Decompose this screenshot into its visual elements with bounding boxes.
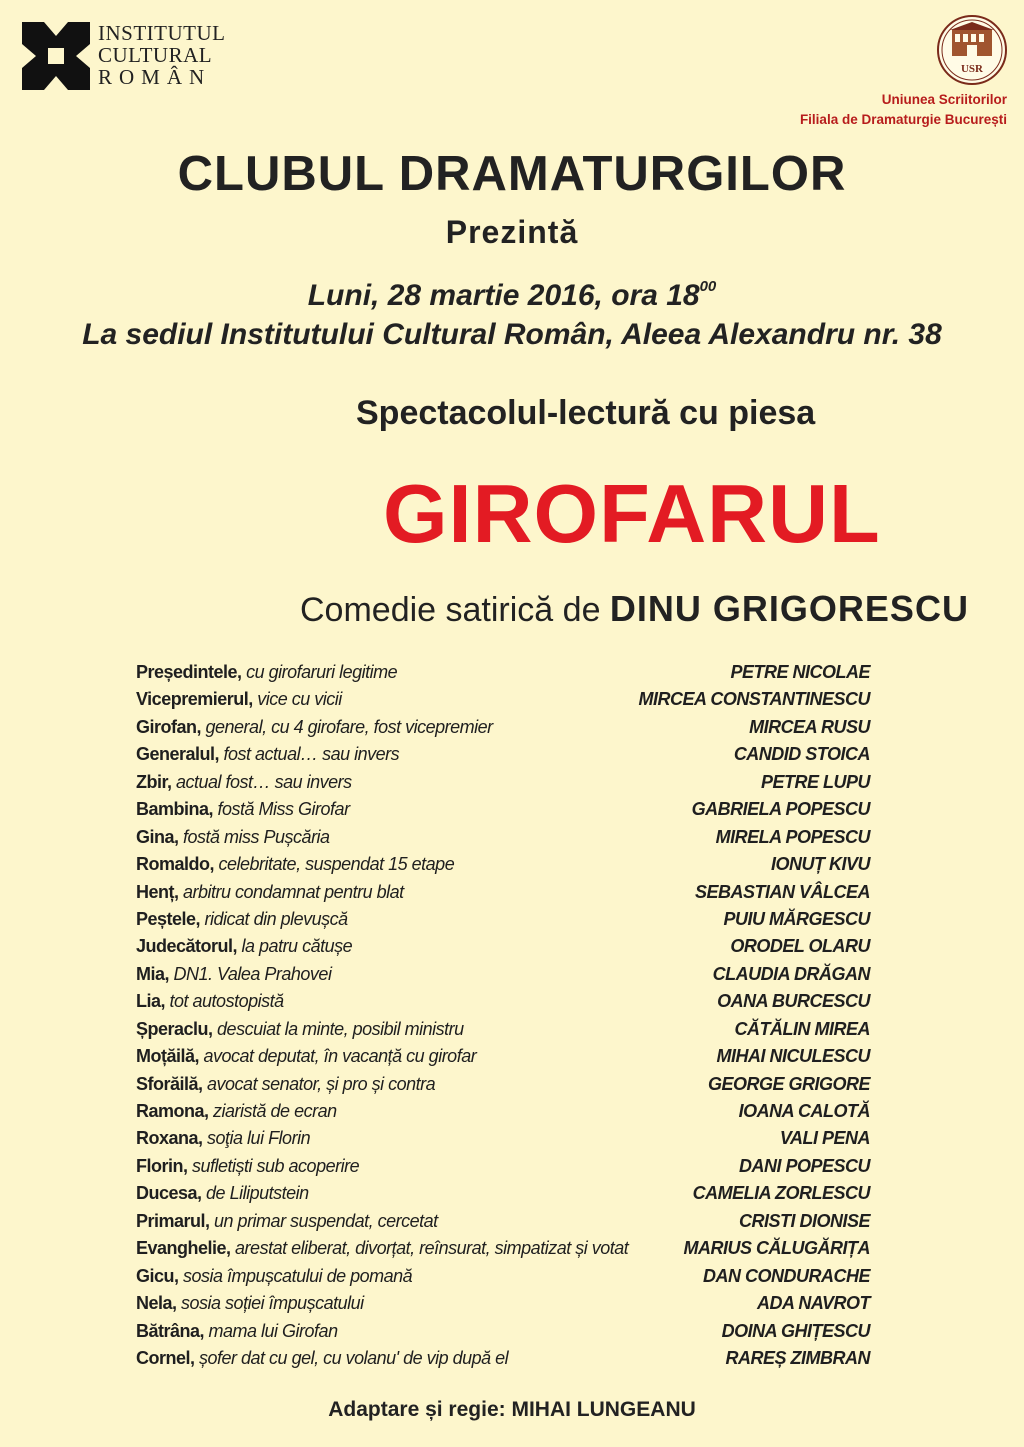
actor-name: CLAUDIA DRĂGAN <box>712 963 870 984</box>
actor-name: SEBASTIAN VÂLCEA <box>694 881 870 902</box>
character-name: Peștele, <box>136 908 201 929</box>
cast-row <box>136 662 870 689</box>
cast-role <box>136 799 350 820</box>
character-description: cu girofaruri legitime <box>241 662 398 682</box>
cast-row <box>136 1266 870 1293</box>
cast-row <box>136 1321 870 1348</box>
character-name: Generalul, <box>136 744 220 765</box>
event-date <box>0 278 1024 313</box>
icr-line-1: INSTITUTUL <box>98 21 226 45</box>
character-name: Vicepremierul, <box>136 689 253 710</box>
character-description: soţia lui Florin <box>202 1128 311 1149</box>
actor-name: GABRIELA POPESCU <box>691 799 870 820</box>
cast-row <box>136 991 870 1018</box>
cast-row <box>136 1238 870 1265</box>
actor-name: MARIUS CĂLUGĂRIȚA <box>683 1238 870 1259</box>
cast-role <box>136 1211 438 1232</box>
club-title: CLUBUL DRAMATURGILOR <box>177 147 847 201</box>
cast-role <box>136 1293 364 1314</box>
actor-name: MIHAI NICULESCU <box>716 1046 870 1067</box>
event-venue: La sediul Institutului Cultural Român, Aleea Alexandru nr. 38 <box>82 318 942 351</box>
character-name: Henț, <box>136 881 179 902</box>
character-description: de Liliputstein <box>201 1183 309 1204</box>
character-description: fostă miss Pușcăria <box>178 826 330 847</box>
cast-row <box>136 1101 870 1128</box>
character-description: DN1. Valea Prahovei <box>169 963 332 984</box>
character-description: ziaristă de ecran <box>208 1101 337 1121</box>
actor-name: CĂTĂLIN MIREA <box>734 1018 870 1039</box>
actor-name: CANDID STOICA <box>733 744 870 765</box>
character-description: vice cu vicii <box>252 689 342 710</box>
cast-role <box>136 1156 359 1177</box>
actor-name: OANA BURCESCU <box>717 991 870 1012</box>
actor-name: MIRELA POPESCU <box>715 826 870 847</box>
cast-role <box>136 936 352 957</box>
cast-row <box>136 772 870 799</box>
actor-name: GEORGE GRIGORE <box>707 1073 870 1094</box>
actor-name: PUIU MĂRGESCU <box>723 908 870 929</box>
usr-emblem-logo <box>936 14 1008 86</box>
actor-name: ORODEL OLARU <box>730 936 870 957</box>
character-name: Sforăilă, <box>136 1073 203 1094</box>
character-name: Bambina, <box>136 799 214 820</box>
actor-name: VALI PENA <box>779 1128 870 1149</box>
cast-row <box>136 1293 870 1320</box>
actor-name: CAMELIA ZORLESCU <box>692 1183 870 1204</box>
play-subtitle <box>300 588 969 630</box>
character-name: Președintele, <box>136 662 242 682</box>
actor-name: PETRE NICOLAE <box>730 662 870 682</box>
cast-role <box>136 717 493 738</box>
actor-name: IOANA CALOTĂ <box>738 1101 870 1121</box>
character-name: Nela, <box>136 1293 177 1314</box>
icr-cross-logo <box>22 22 90 90</box>
cast-row <box>136 1019 870 1046</box>
actor-name: RAREȘ ZIMBRAN <box>725 1347 870 1368</box>
actor-name: IONUȚ KIVU <box>770 854 870 875</box>
character-name: Romaldo, <box>136 854 215 875</box>
cast-row <box>136 964 870 991</box>
subtitle-prefix: Comedie satirică de <box>300 591 610 629</box>
usr-badge-text: USR <box>960 63 984 75</box>
actor-name: PETRE LUPU <box>760 771 870 792</box>
event-date-text: Luni, 28 martie 2016, ora 18 <box>307 279 700 312</box>
cast-role <box>136 662 397 683</box>
cast-role <box>136 1348 508 1369</box>
cast-role <box>136 1019 464 1040</box>
director-credit: Adaptare și regie: MIHAI LUNGEANU <box>328 1398 696 1421</box>
cast-row <box>136 799 870 826</box>
character-name: Ducesa, <box>136 1183 202 1204</box>
character-name: Girofan, <box>136 716 202 737</box>
character-description: descuiat la minte, posibil ministru <box>212 1018 464 1039</box>
cast-row <box>136 744 870 771</box>
character-name: Evanghelie, <box>136 1238 231 1259</box>
character-name: Moțăilă, <box>136 1046 200 1067</box>
actor-name: MIRCEA RUSU <box>749 716 870 737</box>
icr-line-2: CULTURAL <box>98 43 213 67</box>
cast-row <box>136 854 870 881</box>
character-name: Gina, <box>136 826 179 847</box>
usr-organization <box>800 90 1007 130</box>
character-name: Mia, <box>136 963 170 984</box>
character-description: actual fost… sau invers <box>171 771 352 792</box>
character-name: Ramona, <box>136 1101 209 1121</box>
actor-name: ADA NAVROT <box>757 1293 870 1314</box>
event-date-minutes: 00 <box>699 278 717 295</box>
character-description: la patru cătușe <box>237 936 353 957</box>
character-description: general, cu 4 girofare, fost vicepremier <box>201 716 493 737</box>
cast-role <box>136 827 330 848</box>
cast-role <box>136 964 331 985</box>
cast-role <box>136 1128 310 1149</box>
character-description: arestat eliberat, divorțat, reînsurat, simpatizat și votat <box>230 1238 629 1259</box>
actor-name: DANI POPESCU <box>738 1155 870 1176</box>
cast-list <box>136 662 870 1375</box>
character-name: Gicu, <box>136 1265 179 1286</box>
character-name: Judecătorul, <box>136 936 238 957</box>
cast-row <box>136 1156 870 1183</box>
cast-role <box>136 882 404 903</box>
character-name: Roxana, <box>136 1128 203 1149</box>
cast-row <box>136 1074 870 1101</box>
cast-role <box>136 1183 309 1204</box>
cast-role <box>136 1238 628 1259</box>
cast-row <box>136 882 870 909</box>
cast-role <box>136 1266 412 1287</box>
actor-name: DOINA GHIȚESCU <box>721 1320 870 1341</box>
character-name: Lia, <box>136 991 166 1012</box>
cast-row <box>136 1128 870 1155</box>
character-name: Bătrâna, <box>136 1320 205 1341</box>
character-description: fost actual… sau invers <box>219 744 400 765</box>
actor-name: MIRCEA CONSTANTINESCU <box>638 689 870 710</box>
character-name: Șperaclu, <box>136 1018 213 1039</box>
actor-name: CRISTI DIONISE <box>738 1210 870 1231</box>
usr-name-line1: Uniunea Scriitorilor <box>881 92 1007 107</box>
author-name: DINU GRIGORESCU <box>609 588 969 629</box>
presents-label: Prezintă <box>445 214 579 250</box>
character-name: Zbir, <box>136 771 172 792</box>
character-description: celebritate, suspendat 15 etape <box>214 854 455 875</box>
character-description: ridicat din plevușcă <box>200 908 348 929</box>
character-description: sosia împușcatului de pomană <box>178 1265 413 1286</box>
character-description: sosia soției împușcatului <box>176 1293 364 1314</box>
character-description: șofer dat cu gel, cu volanu' de vip după el <box>194 1347 509 1368</box>
cast-role <box>136 1046 476 1067</box>
character-description: un primar suspendat, cercetat <box>209 1210 438 1231</box>
icr-line-3: ROMÂN <box>98 65 212 89</box>
character-name: Primarul, <box>136 1210 210 1231</box>
play-title: GIROFARUL <box>383 467 881 560</box>
cast-role <box>136 1101 337 1122</box>
cast-row <box>136 1211 870 1238</box>
icr-logo-text <box>98 22 225 88</box>
character-description: arbitru condamnat pentru blat <box>178 881 404 902</box>
cast-role <box>136 1074 435 1095</box>
usr-name-line2: Filiala de Dramaturgie București <box>799 112 1007 127</box>
cast-row <box>136 827 870 854</box>
character-description: avocat deputat, în vacanță cu girofar <box>199 1046 477 1067</box>
event-type: Spectacolul-lectură cu piesa <box>356 394 816 432</box>
cast-row <box>136 936 870 963</box>
cast-row <box>136 1183 870 1210</box>
cast-row <box>136 909 870 936</box>
cast-row <box>136 717 870 744</box>
character-description: fostă Miss Girofar <box>213 799 350 820</box>
cast-role <box>136 689 342 710</box>
character-name: Cornel, <box>136 1347 195 1368</box>
character-name: Florin, <box>136 1155 188 1176</box>
character-description: mama lui Girofan <box>204 1320 338 1341</box>
character-description: tot autostopistă <box>165 991 284 1012</box>
character-description: avocat senator, și pro și contra <box>202 1073 436 1094</box>
cast-row <box>136 1046 870 1073</box>
cast-role <box>136 772 352 793</box>
cast-role <box>136 744 399 765</box>
actor-name: DAN CONDURACHE <box>703 1265 870 1286</box>
cast-role <box>136 1321 338 1342</box>
cast-role <box>136 854 454 875</box>
character-description: sufletiști sub acoperire <box>187 1155 360 1176</box>
cast-role <box>136 909 348 930</box>
cast-row <box>136 689 870 716</box>
cast-row <box>136 1348 870 1375</box>
cast-role <box>136 991 284 1012</box>
